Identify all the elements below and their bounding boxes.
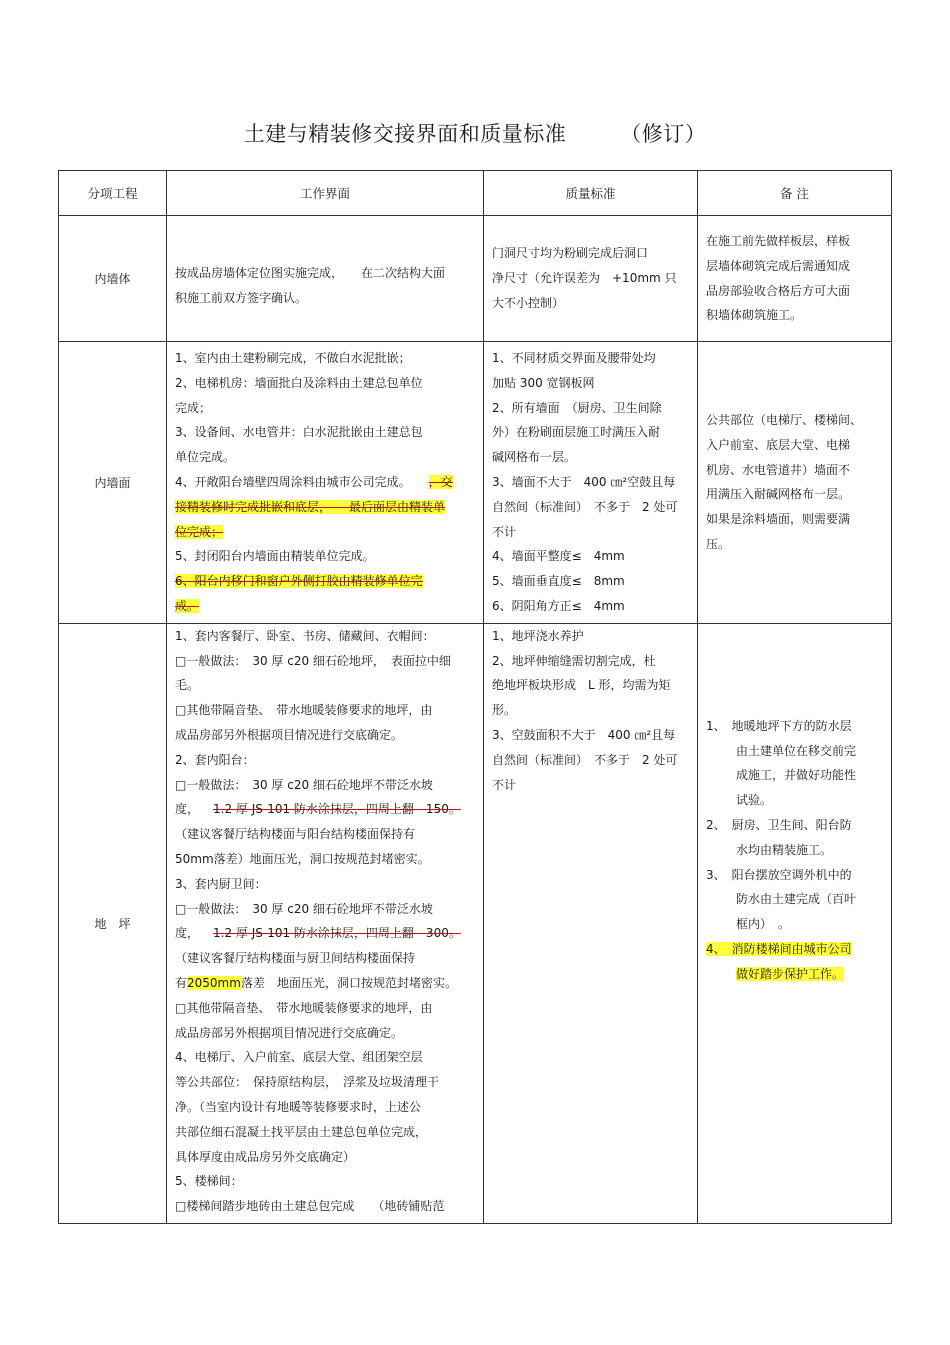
work-cell [167, 342, 484, 624]
text-segment: 有 [175, 975, 188, 990]
text-line: 形。 [492, 703, 517, 718]
header-work: 工作界面 [167, 171, 484, 216]
text-line: 压。 [706, 536, 731, 551]
text-line [706, 937, 883, 962]
item-cell: 内墙体 [59, 216, 167, 342]
highlight-segment: 做好踏步保护工作。 [736, 966, 845, 981]
text-segment: 度， [175, 802, 200, 817]
text-line: 1、不同材质交界面及腰带处均 [492, 351, 656, 365]
text-line: 层墙体砌筑完成后需通知成 [706, 258, 851, 273]
text-line: 不计 [492, 524, 517, 539]
work-cell [167, 623, 484, 1223]
text-line: 净尺寸（允许误差为 +10mm 只 [492, 271, 677, 286]
text-line: □其他带隔音垫、 带水地暖装修要求的地坪，由 [175, 1000, 433, 1015]
text-line [175, 520, 475, 545]
title-suffix: （修订） [620, 122, 707, 146]
text-line: 大不小控制） [492, 295, 565, 310]
text-line: 防水由土建完成（百叶 [736, 892, 857, 907]
text-line: □一般做法： 30 厚 c20 细石砼地坪不带泛水坡 [175, 901, 433, 916]
header-note: 备 注 [698, 171, 892, 216]
text-line: 积墙体砌筑施工。 [706, 308, 803, 323]
note-cell [698, 342, 892, 624]
text-line: 净。（当室内设计有地暖等装修要求时，上述公 [175, 1099, 422, 1114]
text-line: 加贴 300 宽钢板网 [492, 375, 595, 390]
text-line: 框内） 。 [736, 917, 791, 932]
table-row [59, 623, 892, 1223]
highlight-segment: 2050mm [187, 975, 241, 990]
quality-cell [484, 623, 698, 1223]
text-line: 6、阴阳角方正≤ 4mm [492, 598, 625, 613]
text-line: 5、楼梯间： [175, 1174, 243, 1189]
text-line: 试验。 [736, 793, 773, 808]
item-cell: 地 坪 [59, 623, 167, 1223]
strike-segment: 1.2 厚 JS-101 防水涂抹层，四周上翻 300。 [213, 926, 461, 941]
text-line: 2、所有墙面 （厨房、卫生间除 [492, 400, 662, 415]
highlight-segment: 位完成； [175, 524, 224, 539]
table-row [59, 342, 892, 624]
highlight-segment: 成。 [175, 598, 200, 613]
text-line: 2、电梯机房：墙面批白及涂料由土建总包单位 [175, 375, 423, 390]
quality-cell [484, 216, 698, 342]
text-line: 等公共部位： 保持原结构层， 浮浆及垃圾清理干 [175, 1075, 440, 1090]
text-line: □其他带隔音垫、 带水地暖装修要求的地坪，由 [175, 703, 433, 718]
text-line: 外）在粉刷面层施工时满压入耐 [492, 425, 661, 440]
text-line [175, 569, 475, 594]
text-line [175, 971, 475, 996]
text-line: 3、空鼓面积不大于 400 ㎝²且每 [492, 727, 676, 742]
text-line: 在施工前先做样板层，样板 [706, 233, 851, 248]
text-line: 1、室内由土建粉刷完成，不做白水泥批嵌； [175, 351, 411, 365]
text-segment: 落差 地面压光，洞口按规范封堵密实。 [240, 975, 457, 990]
text-line: 5、墙面垂直度≤ 8mm [492, 574, 625, 589]
text-line: 单位完成。 [175, 450, 236, 465]
text-line: 成品房部另外根据项目情况进行交底确定。 [175, 727, 404, 742]
work-cell [167, 216, 484, 342]
text-line: 自然间（标准间） 不多于 2 处可 [492, 752, 678, 767]
text-line: 用满压入耐碱网格布一层。 [706, 487, 851, 502]
text-line: 5、封闭阳台内墙面由精装单位完成。 [175, 549, 375, 564]
text-line: 入户前室、底层大堂、电梯 [706, 437, 851, 452]
standards-table [58, 170, 892, 1224]
text-line: 1、套内客餐厅、卧室、书房、储藏间、衣帽间： [175, 628, 435, 643]
text-line: 水均由精装施工。 [736, 842, 833, 857]
text-line: 成品房部另外根据项目情况进行交底确定。 [175, 1025, 404, 1040]
text-line: （建议客餐厅结构楼面与厨卫间结构楼面保持 [175, 951, 416, 966]
text-line: 按成品房墙体定位图实施完成， 在二次结构大面 [175, 265, 446, 280]
text-line: 3、设备间、水电管井：白水泥批嵌由土建总包 [175, 425, 423, 440]
text-line: 1、地坪浇水养护 [492, 628, 584, 643]
text-line: 2、套内阳台： [175, 752, 255, 767]
text-line: 成施工，并做好功能性 [736, 768, 857, 783]
text-line: 由土建单位在移交前完 [736, 743, 857, 758]
highlight-segment: 6、阳台内移门和窗户外侧打胶由精装修单位完 [175, 574, 423, 589]
text-line: 2、地坪伸缩缝需切割完成，杜 [492, 653, 656, 668]
highlight-segment: ，交 [428, 474, 453, 489]
text-line: 毛。 [175, 678, 200, 693]
text-line [175, 797, 475, 822]
text-line: 碱网格布一层。 [492, 450, 577, 465]
note-cell [698, 623, 892, 1223]
table-header-row [59, 171, 892, 216]
text-line: 50mm落差）地面压光，洞口按规范封堵密实。 [175, 851, 430, 866]
text-line: 完成； [175, 400, 212, 415]
text-line: （建议客餐厅结构楼面与阳台结构楼面保持有 [175, 827, 416, 842]
highlight-segment: 4、 消防楼梯间由城市公司 [706, 941, 852, 956]
text-line: 1、 地暖地坪下方的防水层 [706, 718, 852, 733]
text-line [175, 594, 475, 619]
text-line: 2、 厨房、卫生间、阳台防 [706, 817, 852, 832]
text-line [706, 962, 883, 987]
text-line: 4、电梯厅、入户前室、底层大堂、组团架空层 [175, 1050, 423, 1065]
text-line: 公共部位（电梯厅、楼梯间、 [706, 412, 863, 427]
text-line: 如果是涂料墙面，则需要满 [706, 512, 851, 527]
text-line: □一般做法： 30 厚 c20 细石砼地坪不带泛水坡 [175, 777, 433, 792]
text-line: 绝地坪板块形成 L 形，均需为矩 [492, 678, 671, 693]
strike-segment: 1.2 厚 JS-101 防水涂抹层，四周上翻 150。 [213, 802, 461, 817]
text-line: 自然间（标准间） 不多于 2 处可 [492, 499, 678, 514]
header-item: 分项工程 [59, 171, 167, 216]
text-line: 积施工前双方签字确认。 [175, 290, 308, 305]
text-line: 不计 [492, 777, 517, 792]
text-line: 共部位细石混凝土找平层由土建总包单位完成， [175, 1124, 428, 1139]
text-segment: 4、开敞阳台墙壁四周涂料由城市公司完成。 [175, 474, 405, 489]
text-line: 具体厚度由成品房另外交底确定） [175, 1149, 356, 1164]
text-line [175, 495, 475, 520]
quality-cell [484, 342, 698, 624]
text-segment: 度， [175, 926, 200, 941]
title-text: 土建与精装修交接界面和质量标准 [243, 122, 567, 146]
text-line [175, 470, 475, 495]
text-line: 4、墙面平整度≤ 4mm [492, 549, 625, 564]
text-line: 门洞尺寸均为粉刷完成后洞口 [492, 246, 649, 261]
text-line: 3、套内厨卫间： [175, 876, 267, 891]
highlight-segment: 接精装修时完成批嵌和底层， 最后面层由精装单 [175, 499, 446, 514]
page-title [0, 118, 950, 148]
text-line: 3、 阳台摆放空调外机中的 [706, 867, 852, 882]
text-line [175, 921, 475, 946]
text-line: 3、墙面不大于 400 ㎝²空鼓且每 [492, 474, 676, 489]
text-line: □楼梯间踏步地砖由土建总包完成 （地砖铺贴范 [175, 1199, 445, 1214]
text-line: 机房、水电管道井）墙面不 [706, 462, 851, 477]
item-cell: 内墙面 [59, 342, 167, 624]
text-line: 品房部验收合格后方可大面 [706, 283, 851, 298]
header-quality: 质量标准 [484, 171, 698, 216]
table-row [59, 216, 892, 342]
note-cell [698, 216, 892, 342]
text-line: □一般做法： 30 厚 c20 细石砼地坪， 表面拉中细 [175, 653, 451, 668]
